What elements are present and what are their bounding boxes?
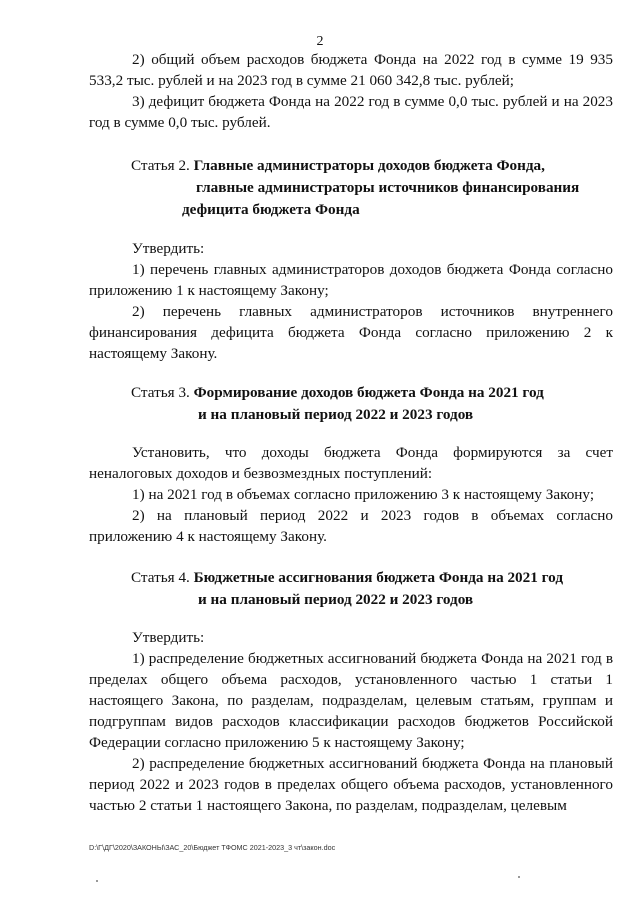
page-number: 2 xyxy=(316,34,324,49)
article-3-lead: Установить, что доходы бюджета Фонда формируются за счет неналоговых доходов и безвозмездных поступлений: xyxy=(89,444,613,482)
article-3-prefix: Статья 3. xyxy=(131,384,190,401)
intro-item-3: 3) дефицит бюджета Фонда на 2022 год в сумме 0,0 тыс. рублей и на 2023 год в сумме 0,0 тыс. рублей. xyxy=(89,93,613,131)
scan-speck xyxy=(96,880,98,882)
article-4-heading xyxy=(131,567,601,588)
article-4-title-line-1: Бюджетные ассигнования бюджета Фонда на 2021 год xyxy=(193,569,563,586)
article-2-prefix: Статья 2. xyxy=(131,157,190,174)
article-2-title-line-2: главные администраторы источников финансирования xyxy=(196,179,580,196)
article-2-item-1: 1) перечень главных администраторов доходов бюджета Фонда согласно приложению 1 к настоящему Закону; xyxy=(89,261,613,299)
article-3-item-2: 2) на плановый период 2022 и 2023 годов в объемах согласно приложению 4 к настоящему Закону. xyxy=(89,507,613,545)
article-4-item-2: 2) распределение бюджетных ассигнований бюджета Фонда на плановый период 2022 и 2023 годов в пределах общего объема расходов, установленного частью 2 статьи 1 настоящего Закона, по разделам, подразделам, целевым xyxy=(89,755,613,814)
article-4-item-1: 1) распределение бюджетных ассигнований бюджета Фонда на 2021 год в пределах общего объема расходов, установленного частью 1 статьи 1 настоящего Закона, по разделам, подразделам, целевым статьям, группам и подгруппам видов расходов классификации расходов бюджетов Российской Федерации согласно приложению 5 к настоящему Закону; xyxy=(89,650,613,751)
article-3-body xyxy=(89,442,613,547)
article-2-heading xyxy=(131,155,601,176)
article-3-item-1: 1) на 2021 год в объемах согласно приложению 3 к настоящему Закону; xyxy=(132,486,595,503)
article-4-lead: Утвердить: xyxy=(132,629,205,646)
article-2-lead: Утвердить: xyxy=(132,240,205,257)
article-3-title-line-1: Формирование доходов бюджета Фонда на 2021 год xyxy=(193,384,544,401)
intro-item-2: 2) общий объем расходов бюджета Фонда на 2022 год в сумме 19 935 533,2 тыс. рублей и на 2023 год в сумме 21 060 342,8 тыс. рублей; xyxy=(89,51,613,89)
article-3-title-line-2: и на плановый период 2022 и 2023 годов xyxy=(198,406,474,423)
scan-speck xyxy=(518,876,520,878)
article-2-body xyxy=(89,238,613,364)
article-3-heading xyxy=(131,382,601,403)
article-2-title-line-1: Главные администраторы доходов бюджета Фонда, xyxy=(193,157,545,174)
article-2-item-2: 2) перечень главных администраторов источников внутреннего финансирования дефицита бюджета Фонда согласно приложению 2 к настоящему Закону. xyxy=(89,303,613,362)
article-2-title-line-3: дефицита бюджета Фонда xyxy=(182,201,360,218)
article-4-title-line-2: и на плановый период 2022 и 2023 годов xyxy=(198,591,474,608)
article-4-body xyxy=(89,627,613,816)
footer-file-path: D:\Г\ДГ\2020\ЗАКОНЫ\ЗАС_20\Бюджет ТФОМС 2021-2023_3 чт\закон.doc xyxy=(89,843,336,852)
article-4-prefix: Статья 4. xyxy=(131,569,190,586)
intro-block xyxy=(89,49,613,133)
